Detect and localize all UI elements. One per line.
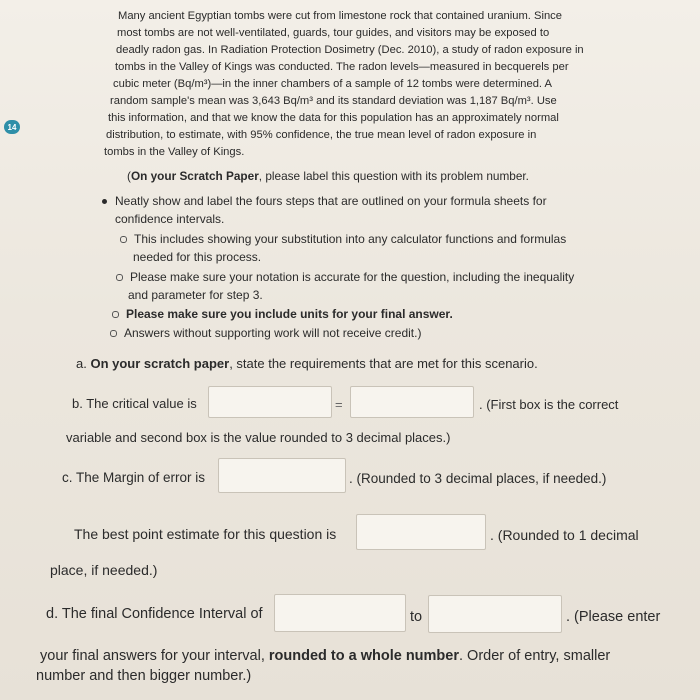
part-b-instruction: . (First box is the correct xyxy=(479,397,619,412)
intro-line-9: tombs in the Valley of Kings. xyxy=(104,146,245,158)
part-d-instruction-line3: number and then bigger number.) xyxy=(36,668,252,684)
sub-bullet-3: Please make sure you include units for your final answer. xyxy=(112,307,453,321)
part-c-instruction: . (Rounded to 3 decimal places, if needed.) xyxy=(349,471,607,486)
bullet-dot-icon xyxy=(102,199,107,204)
bullet-circle-icon xyxy=(110,330,117,337)
intro-line-8: distribution, to estimate, with 95% confidence, the true mean level of radon exposure in xyxy=(106,129,537,141)
point-estimate-input[interactable] xyxy=(356,514,486,550)
point-estimate-instruction: . (Rounded to 1 decimal xyxy=(490,527,639,543)
part-d-label: d. The final Confidence Interval of xyxy=(46,606,263,622)
equals-sign: = xyxy=(335,397,343,412)
intro-line-5: cubic meter (Bq/m³)—in the inner chambers of a sample of 12 tombs were determined. A xyxy=(113,78,552,90)
sub-bullet-1-cont: needed for this process. xyxy=(133,250,262,264)
scratch-instruction: (On your Scratch Paper, please label this question with its problem number. xyxy=(127,169,529,183)
sub-bullet-2: Please make sure your notation is accurate for the question, including the inequality xyxy=(116,270,574,284)
bullet-main-1: Neatly show and label the fours steps that are outlined on your formula sheets for xyxy=(102,194,547,208)
intro-line-1: Many ancient Egyptian tombs were cut from limestone rock that contained uranium. Since xyxy=(118,10,562,22)
critical-variable-input[interactable] xyxy=(208,386,332,418)
point-estimate-instruction-cont: place, if needed.) xyxy=(50,562,158,578)
intro-line-3: deadly radon gas. In Radiation Protection Dosimetry (Dec. 2010), a study of radon exposure in xyxy=(116,44,584,56)
bullet-circle-icon xyxy=(112,311,119,318)
bullet-circle-icon xyxy=(120,236,127,243)
part-d-instruction-line2: your final answers for your interval, rounded to a whole number. Order of entry, smaller xyxy=(40,648,611,664)
part-b-instruction-cont: variable and second box is the value rounded to 3 decimal places.) xyxy=(66,430,451,445)
point-estimate-label: The best point estimate for this question is xyxy=(74,526,337,542)
intro-line-6: random sample's mean was 3,643 Bq/m³ and its standard deviation was 1,187 Bq/m³. Use xyxy=(110,95,557,107)
sub-bullet-2-cont: and parameter for step 3. xyxy=(128,288,263,302)
interval-upper-input[interactable] xyxy=(428,595,562,633)
interval-to-label: to xyxy=(410,609,423,625)
part-c-label: c. The Margin of error is xyxy=(62,470,206,485)
critical-value-input[interactable] xyxy=(350,386,474,418)
question-number-badge: 14 xyxy=(4,120,20,134)
bullet-main-2: confidence intervals. xyxy=(115,212,225,226)
interval-lower-input[interactable] xyxy=(274,594,406,632)
intro-line-2: most tombs are not well-ventilated, guards, tour guides, and visitors may be exposed to xyxy=(117,27,550,39)
part-d-instruction: . (Please enter xyxy=(566,609,661,625)
part-a: a. On your scratch paper, state the requirements that are met for this scenario. xyxy=(76,356,538,371)
part-b-label: b. The critical value is xyxy=(72,396,197,411)
sub-bullet-4: Answers without supporting work will not receive credit.) xyxy=(110,326,421,340)
intro-line-4: tombs in the Valley of Kings was conducted. The radon levels—measured in becquerels per xyxy=(115,61,569,73)
margin-of-error-input[interactable] xyxy=(218,458,346,493)
intro-line-7: this information, and that we know the data for this population has an approximately normal xyxy=(108,112,559,124)
bullet-circle-icon xyxy=(116,274,123,281)
sub-bullet-1: This includes showing your substitution into any calculator functions and formulas xyxy=(120,232,566,246)
